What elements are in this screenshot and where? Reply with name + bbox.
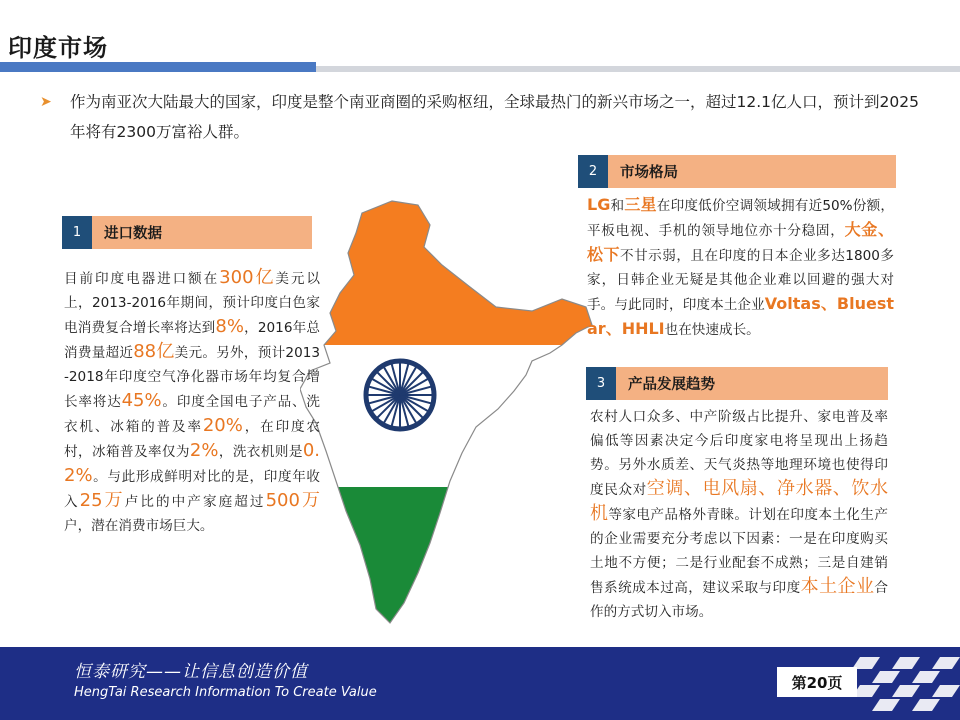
page-number-badge: 第20页 — [777, 667, 857, 697]
section-title: 进口数据 — [104, 226, 162, 242]
checker-pattern-icon — [840, 647, 960, 720]
footer-banner — [0, 647, 960, 720]
section-number: 2 — [578, 155, 608, 188]
section-header-market-landscape — [578, 155, 896, 188]
section-body-product-trends: 农村人口众多、中产阶级占比提升、家电普及率偏低等因素决定今后印度家电将呈现出上扬趋势。另外水质差、天气炎热等地理环境也使得印度民众对空调、电风扇、净水器、饮水机等家电产品格外青睐。计划在印度本土化生产的企业需要充分考虑以下因素：一是在印度购买土地不方便；二是行业配套不成熟；三是自建销售系统成本过高，建议采取与印度本土企业合作的方式切入市场。 — [590, 409, 889, 620]
footer-slogan-en: HengTai Research Information To Create Value — [74, 685, 377, 700]
section-body-import-data: 目前印度电器进口额在300亿美元以上，2013-2016年期间，预计印度白色家电消费复合增长率将达到8%，2016年总消费量超近88亿美元。另外，预计2013-2018年印度空气净化器市场年均复合增长率将达45%。印度全国电子产品、洗衣机、冰箱的普及率20%，在印度农村，冰箱普及率仅为2%，洗衣机则是0.2%。与此形成鲜明对比的是，印度年收入25万卢比的中产家庭超过500万户，潜在消费市场巨大。 — [64, 267, 321, 534]
section-title: 市场格局 — [620, 165, 678, 181]
section-number: 3 — [586, 367, 616, 400]
ashoka-chakra-icon — [366, 361, 434, 429]
title-divider-blue — [0, 62, 316, 72]
page-title: 印度市场 — [8, 34, 108, 62]
section-body-market-landscape: LG和三星在印度低价空调领域拥有近50%份额，平板电视、手机的领导地位亦十分稳固，大金、松下不甘示弱，且在印度的日本企业多达1800多家，日韩企业无疑是其他企业难以回避的强大对手。与此同时，印度本土企业Voltas、Bluestar、HHLI也在快速成长。 — [587, 195, 894, 338]
section-header-import-data — [62, 216, 312, 249]
intro-text: 作为南亚次大陆最大的国家，印度是整个南亚商圈的采购枢纽，全球最热门的新兴市场之一，超过12.1亿人口，预计到2025年将有2300万富裕人群。 — [70, 93, 919, 141]
section-header-product-trends — [586, 367, 888, 400]
section-title: 产品发展趋势 — [628, 377, 715, 393]
intro-paragraph — [40, 87, 920, 147]
footer-slogan-cn: 恒泰研究——让信息创造价值 — [74, 662, 308, 682]
section-number: 1 — [62, 216, 92, 249]
india-flag-map-icon — [300, 195, 600, 635]
orange-arrow-bullet-icon: ➤ — [40, 94, 52, 110]
